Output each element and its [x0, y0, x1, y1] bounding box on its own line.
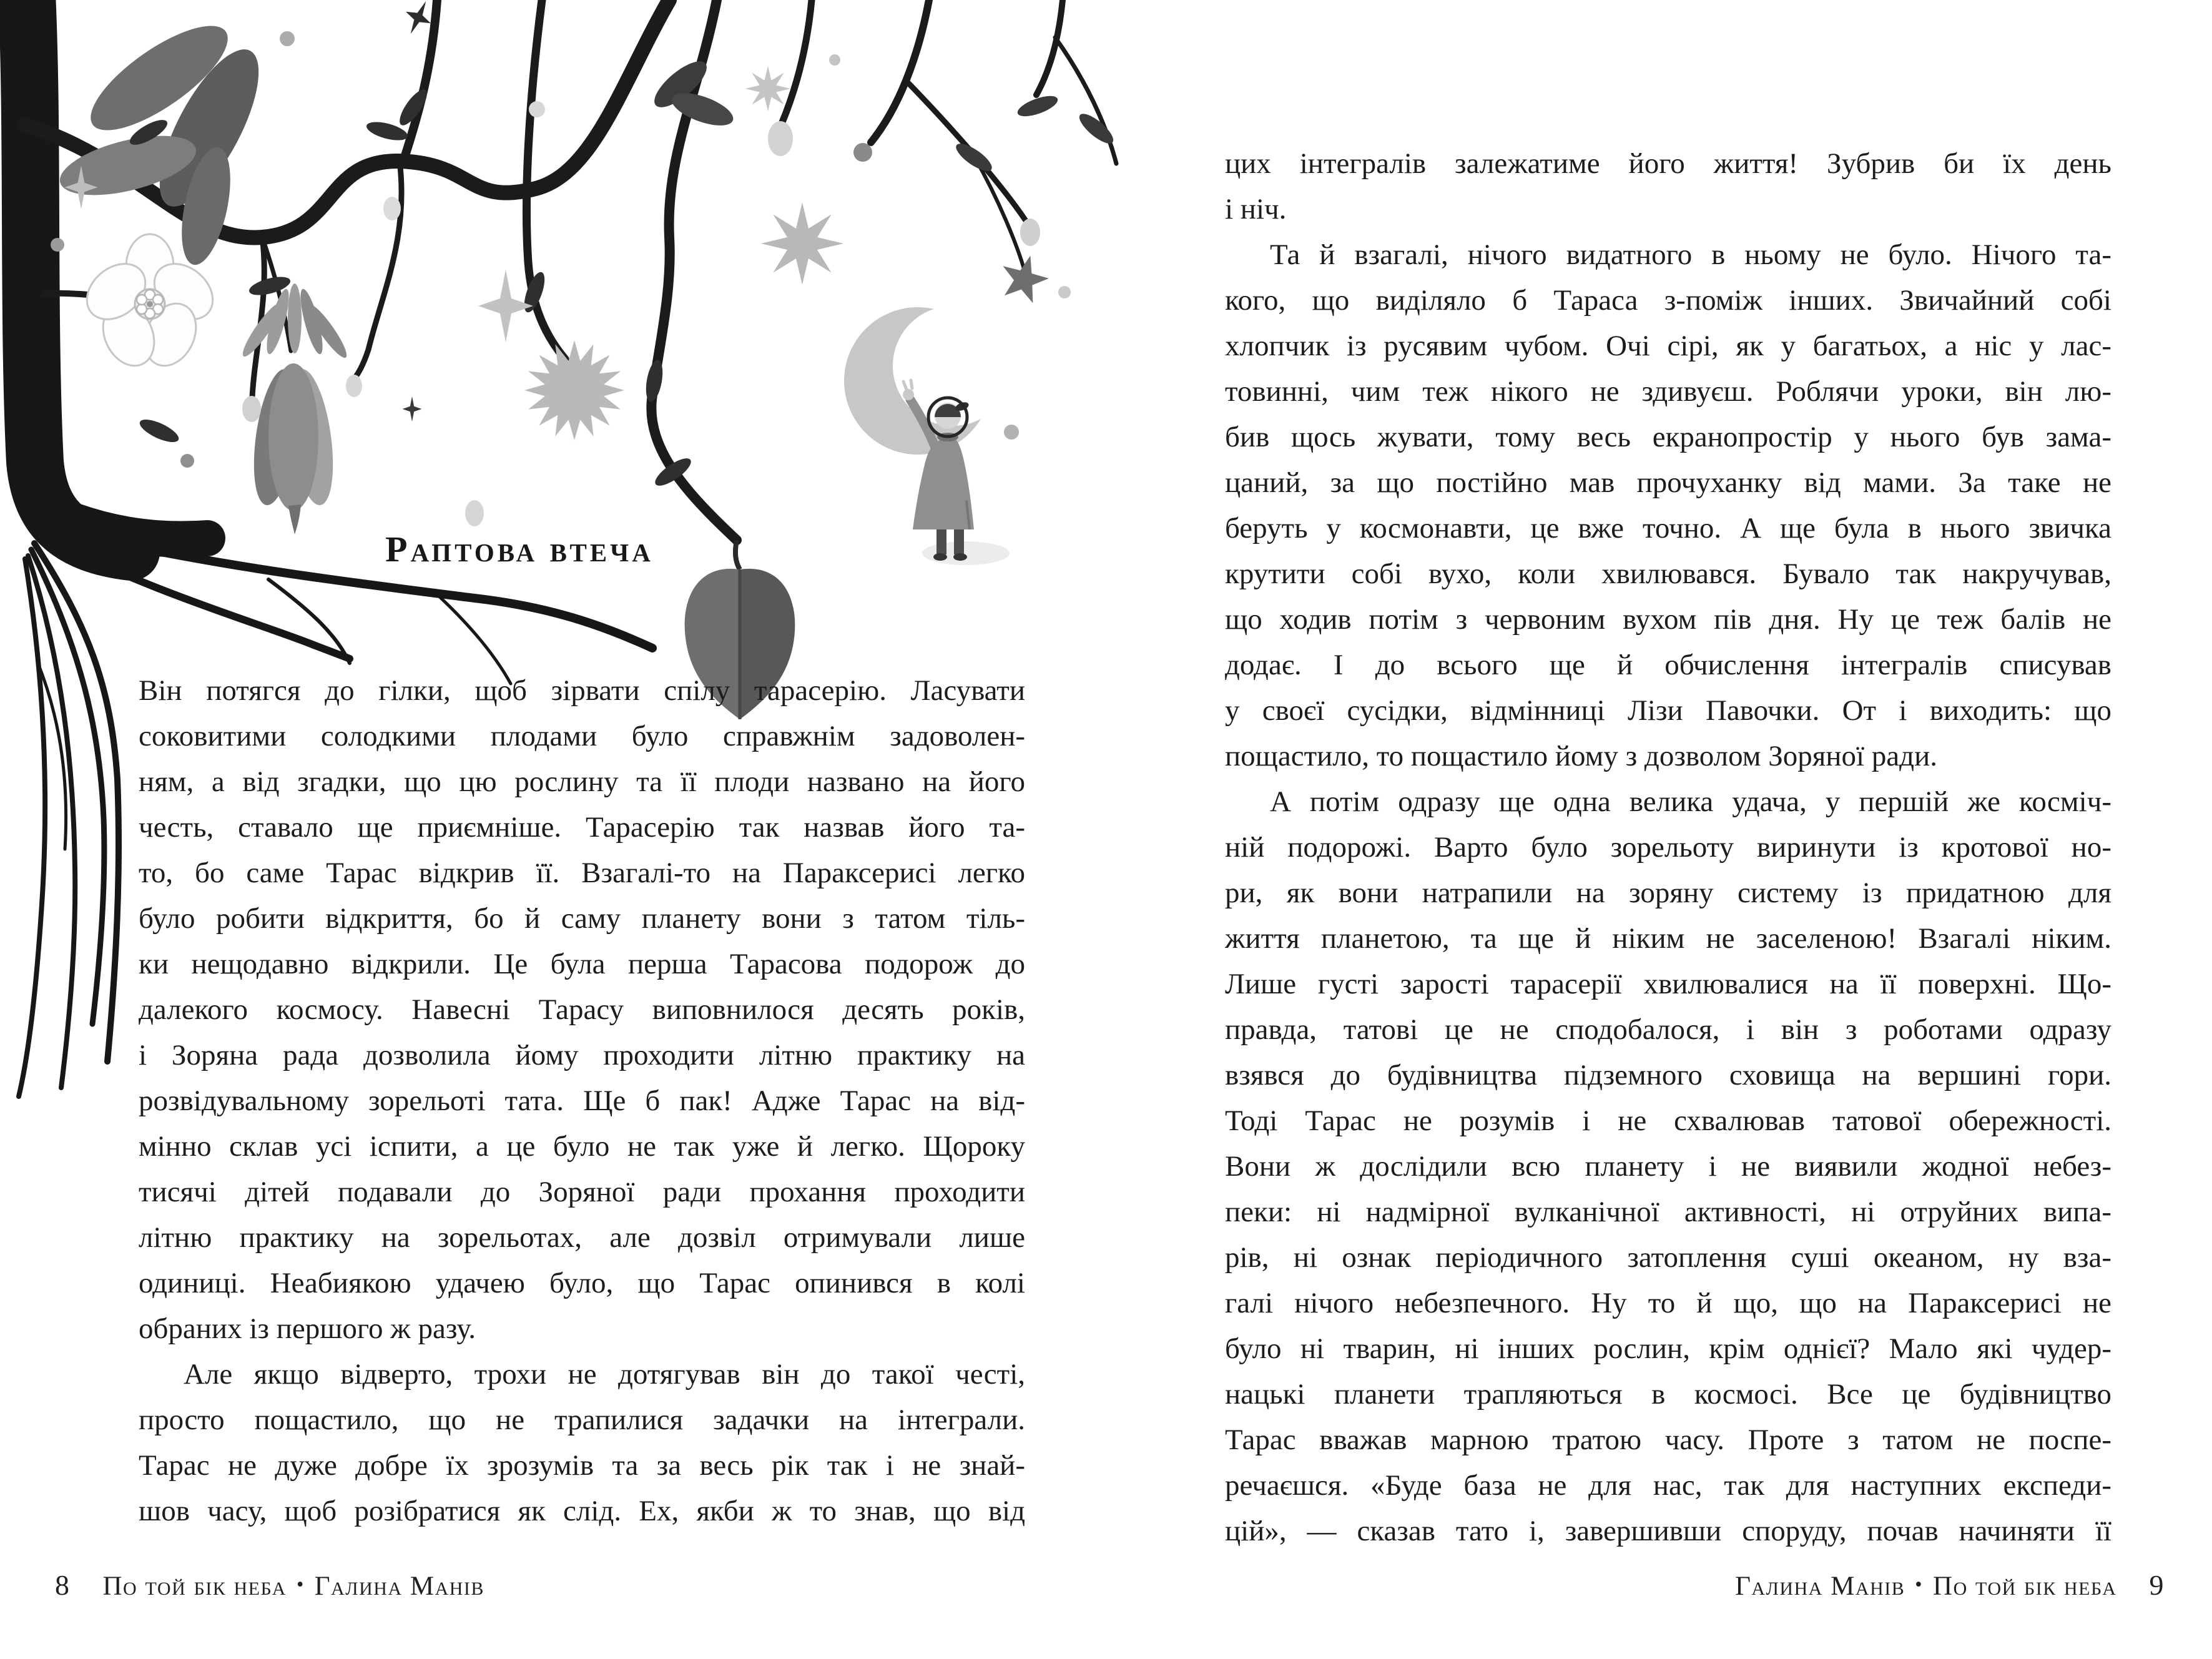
text-line: далекого космосу. Навесні Тарасу виповнилося десять років, — [139, 993, 1025, 1026]
footer-left — [55, 1568, 484, 1602]
text-line: беруть у космонавти, це вже точно. А ще була в нього звичка — [1225, 512, 2111, 544]
running-title — [1735, 1571, 2116, 1602]
text-line: Але якщо відверто, трохи не дотягував він до такої честі, — [184, 1358, 1025, 1391]
text-line: що ходив потім з червоним вухом пів дня. Ну це теж балів не — [1225, 603, 2111, 636]
text-line: соковитими солодкими плодами було справжнім задоволен- — [139, 720, 1025, 752]
text-line: цаний, за що постійно мав прочуханку від мами. За таке не — [1225, 466, 2111, 499]
text-line: і ніч. — [1225, 193, 1287, 225]
chapter-title: Раптова втеча — [385, 529, 654, 569]
text-line: правда, татові це не сподобалося, і він з роботами одразу — [1225, 1013, 2111, 1046]
running-title-book: По той бік неба — [102, 1572, 287, 1601]
text-line: просто пощастило, що не трапилися задачки на інтеграли. — [139, 1404, 1025, 1436]
text-line: хлопчик із русявим чубом. Очі сірі, як у багатьох, а ніс у лас- — [1225, 330, 2111, 362]
text-line: було ні тварин, ні інших рослин, крім однієї? Мало які чудер- — [1225, 1332, 2111, 1365]
text-line: обраних із першого ж разу. — [139, 1312, 476, 1345]
text-line: Тарас не дуже добре їх зрозумів та за весь рік так і не знай- — [139, 1449, 1025, 1482]
astronaut-shadow — [922, 541, 1010, 565]
text-line: літню практику на зорельотах, але дозвіл отримували лише — [139, 1221, 1025, 1254]
text-line: галі нічого небезпечного. Ну то й що, що на Параксерисі не — [1225, 1287, 2111, 1319]
text-line: Та й взагалі, нічого видатного в ньому не було. Нічого та- — [1270, 239, 2111, 271]
text-line: Вони ж дослідили всю планету і не виявили жодної небез- — [1225, 1150, 2111, 1183]
text-line: бив щось жувати, тому весь екранопростір у нього був зама- — [1225, 421, 2111, 453]
text-line: ри, як вони натрапили на зоряну систему із придатною для — [1225, 877, 2111, 909]
body-text-right — [1225, 141, 2111, 1554]
text-line: честь, ставало ще приємніше. Тарасерію так назвав його та- — [139, 811, 1025, 844]
separator-dot: • — [1915, 1573, 1924, 1595]
text-line: ки нещодавно відкрили. Це була перша Тарасова подорож до — [139, 948, 1025, 980]
text-line: рів, ні ознак періодичного затоплення суші океаном, ну вза- — [1225, 1241, 2111, 1274]
text-line: одиниці. Неабиякою удачею було, що Тарас опинився в колі — [139, 1267, 1025, 1299]
footer-right — [1735, 1568, 2165, 1602]
text-line: взявся до будівництва підземного сховища на вершині гори. — [1225, 1059, 2111, 1091]
text-line: ній подорожі. Варто було зорельоту виринути із кротової но- — [1225, 831, 2111, 864]
text-line: цих інтегралів залежатиме його життя! Зубрив би їх день — [1225, 147, 2111, 180]
text-line: Тарас вважав марною тратою часу. Проте з татом не поспе- — [1225, 1424, 2111, 1456]
text-line: розвідувальному зорельоті тата. Ще б пак! Адже Тарас на від- — [139, 1085, 1025, 1117]
text-line: А потім одразу ще одна велика удача, у першій же косміч- — [1270, 785, 2111, 818]
text-line: у своєї сусідки, відмінниці Лізи Павочки. От і виходить: що — [1225, 694, 2111, 727]
separator-dot: • — [296, 1573, 305, 1595]
body-text-left — [139, 668, 1025, 1534]
text-line: ням, а від згадки, що цю рослину та її плоди названо на його — [139, 766, 1025, 798]
text-line: життя планетою, та ще й ніким не заселеною! Взагалі ніким. — [1225, 922, 2111, 955]
page-number: 8 — [55, 1569, 71, 1601]
text-line: і Зоряна рада дозволила йому проходити літню практику на — [139, 1039, 1025, 1071]
text-line: цій», — сказав тато і, завершивши споруду, почав начиняти її — [1225, 1515, 2111, 1547]
running-title — [103, 1571, 484, 1602]
text-line: Лише густі зарості тарасерії хвилювалися на її поверхні. Що- — [1225, 968, 2111, 1000]
text-line: мінно склав усі іспити, а це було не так уже й легко. Щороку — [139, 1130, 1025, 1163]
text-line: крутити собі вухо, коли хвилювався. Бувало так накручував, — [1225, 558, 2111, 590]
running-title-book: По той бік неба — [1933, 1572, 2117, 1601]
text-line: пощастило, то пощастило йому з дозволом Зоряної ради. — [1225, 740, 1937, 772]
running-title-author: Галина Манів — [314, 1572, 484, 1601]
text-line: Він потягся до гілки, щоб зірвати спілу тарасерію. Ласувати — [139, 674, 1025, 707]
text-line: шов часу, щоб розібратися як слід. Ех, якби ж то знав, що від — [139, 1495, 1025, 1527]
text-line: товинні, чим теж нікого не здивуєш. Роблячи уроки, він лю- — [1225, 375, 2111, 408]
text-line: то, бо саме Тарас відкрив її. Взагалі-то на Параксерисі легко — [139, 857, 1025, 889]
text-line: кого, що виділяло б Тараса з-поміж інших. Звичайний собі — [1225, 284, 2111, 317]
text-line: пеки: ні надмірної вулканічної активності, ні отруйних випа- — [1225, 1196, 2111, 1228]
running-title-author: Галина Манів — [1735, 1572, 1905, 1601]
page-number: 9 — [2149, 1569, 2165, 1601]
page-right — [1106, 0, 2212, 1659]
text-line: тисячі дітей подавали до Зоряної ради прохання проходити — [139, 1176, 1025, 1208]
five-point-star — [996, 250, 1053, 306]
text-line: додає. І до всього ще й обчислення інтегралів списував — [1225, 649, 2111, 681]
text-line: нацькі планети трапляються в космосі. Все це будівництво — [1225, 1378, 2111, 1410]
text-line: речаєшся. «Буде база не для нас, так для наступних експеди- — [1225, 1469, 2111, 1502]
text-line: було робити відкриття, бо й саму планету вони з татом тіль- — [139, 902, 1025, 935]
text-line: Тоді Тарас не розумів і не схвалював татової обережності. — [1225, 1105, 2111, 1137]
sun-starburst — [524, 340, 624, 440]
